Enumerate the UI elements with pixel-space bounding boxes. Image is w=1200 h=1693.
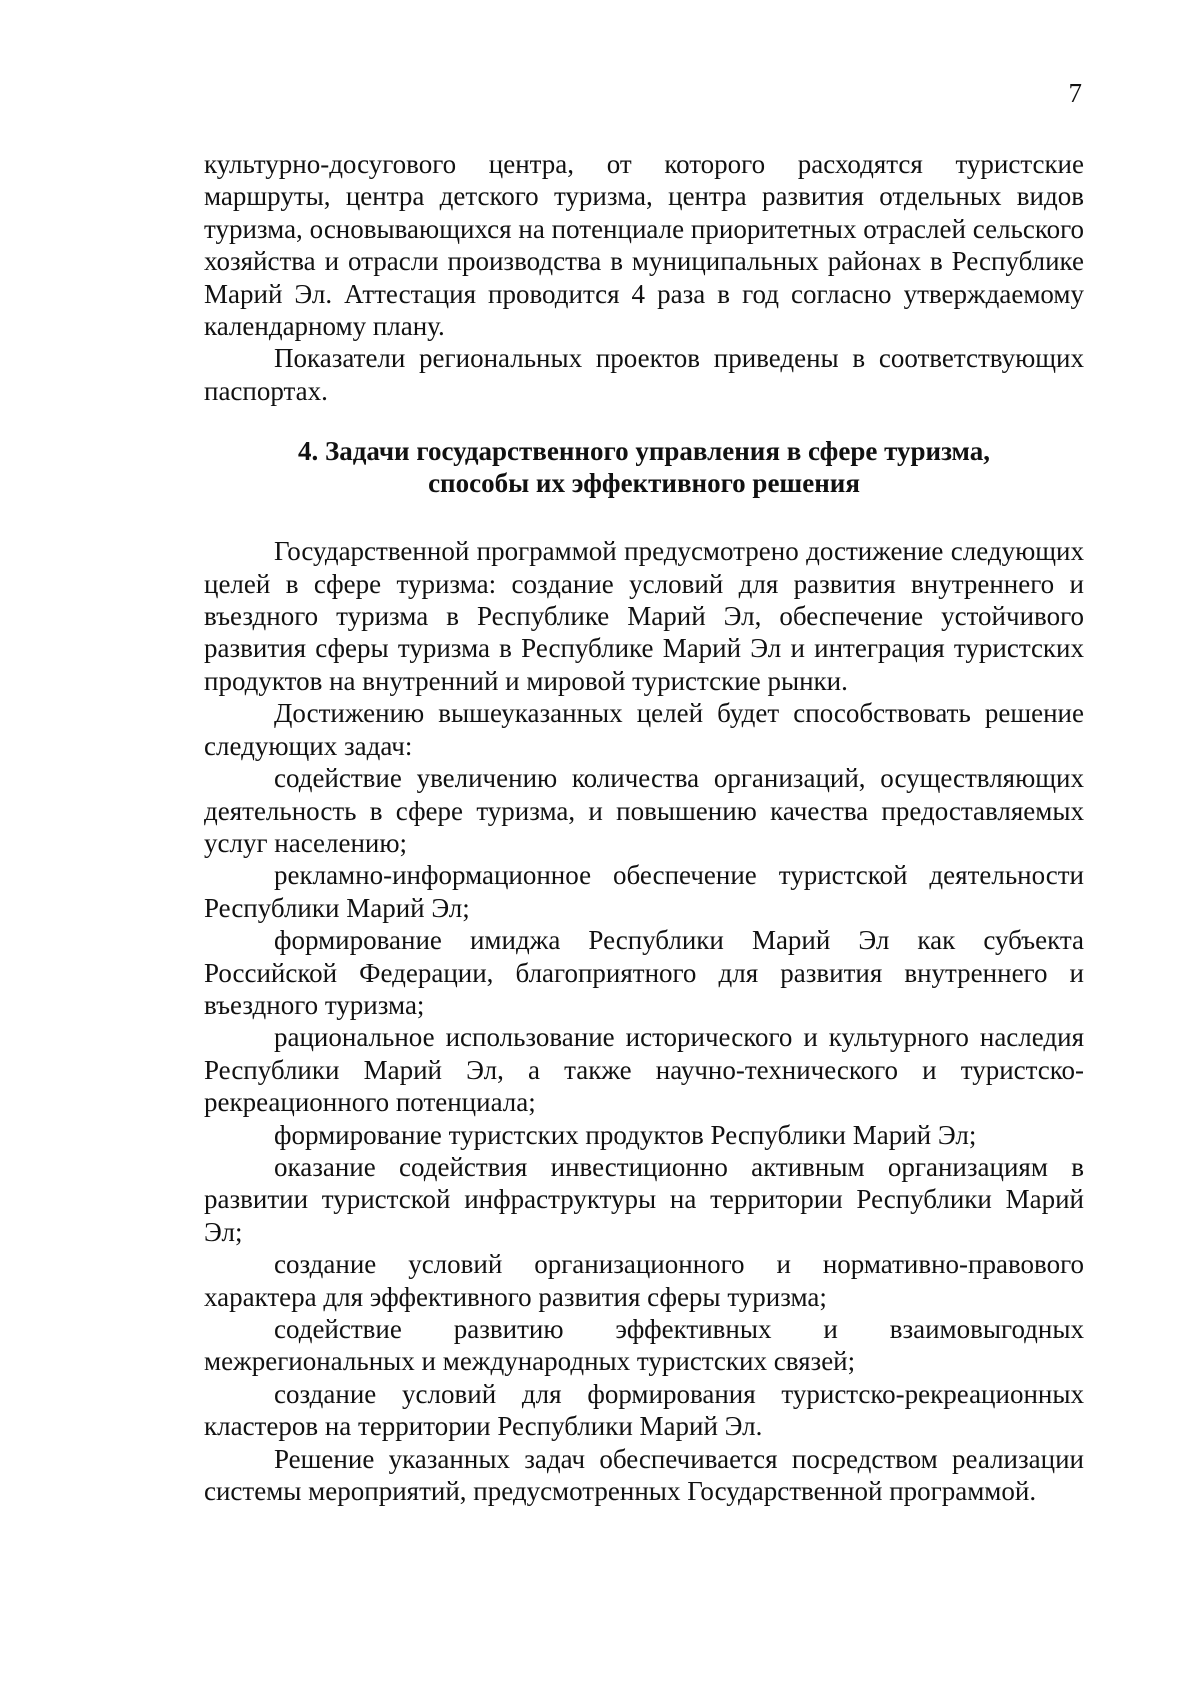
paragraph-goals: Государственной программой предусмотрено достижение следующих целей в сфере туризма: создание условий для развития внутреннего и въездного туризма в Республике Марий Эл, обеспечение устойчивого развития сферы туризма в Республике Марий Эл и интеграция туристских продуктов на внутренний и мировой туристские рынки. [204, 536, 1084, 696]
task-item: формирование имиджа Республики Марий Эл как субъекта Российской Федерации, благоприятного для развития внутреннего и въездного туризма; [204, 925, 1084, 1020]
task-item: рациональное использование исторического и культурного наследия Республики Марий Эл, а также научно-технического и туристско-рекреационного потенциала; [204, 1022, 1084, 1118]
document-body [204, 148, 1084, 1507]
section-heading [204, 435, 1084, 499]
task-item: создание условий для формирования туристско-рекреационных кластеров на территории Республики Марий Эл. [204, 1378, 1084, 1442]
task-item: формирование туристских продуктов Республики Марий Эл; [274, 1119, 977, 1150]
task-item: создание условий организационного и нормативно-правового характера для эффективного развития сферы туризма; [204, 1249, 1084, 1312]
paragraph-continuation: культурно-досугового центра, от которого расходятся туристские маршруты, центра детского туризма, центра развития отдельных видов туризма, основывающихся на потенциале приоритетных отраслей сельского хозяйства и отрасли производства в муниципальных районах в Республике Марий Эл. Аттестация проводится 4 раза в год согласно утверждаемому календарному плану. [204, 149, 1084, 342]
task-item: оказание содействия инвестиционно активным организациям в развитии туристской инфраструктуры на территории Республики Марий Эл; [204, 1151, 1084, 1247]
paragraph-conclusion: Решение указанных задач обеспечивается посредством реализации системы мероприятий, предусмотренных Государственной программой. [204, 1443, 1084, 1507]
task-item: содействие увеличению количества организаций, осуществляющих деятельность в сфере туризма, и повышению качества предоставляемых услуг населению; [204, 763, 1084, 858]
section-heading-line1: 4. Задачи государственного управления в сфере туризма, [298, 436, 990, 467]
paragraph-indicators: Показатели региональных проектов приведены в соответствующих паспортах. [204, 343, 1084, 406]
task-item: рекламно-информационное обеспечение туристской деятельности Республики Марий Эл; [204, 860, 1084, 923]
task-item: содействие развитию эффективных и взаимовыгодных межрегиональных и международных туристских связей; [204, 1314, 1084, 1377]
section-heading-line2: способы их эффективного решения [428, 468, 860, 499]
paragraph-tasks-intro: Достижению вышеуказанных целей будет способствовать решение следующих задач: [204, 698, 1084, 761]
page-number: 7 [1068, 78, 1082, 108]
